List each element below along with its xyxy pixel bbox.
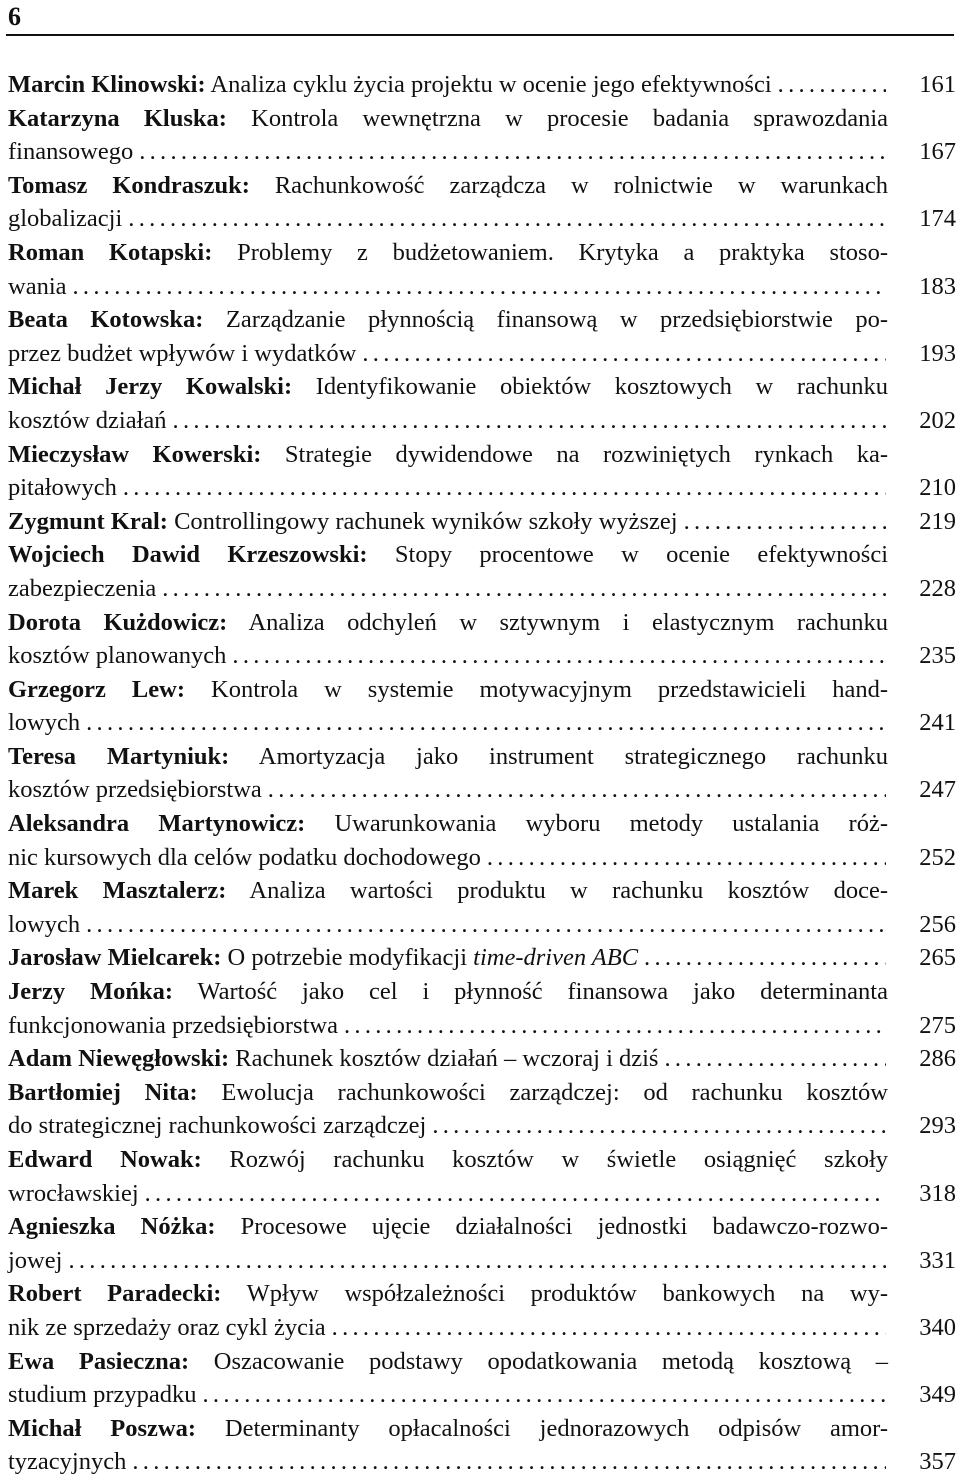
dot-leader	[132, 1445, 886, 1479]
toc-title-part: do strategicznej rachunkowości zarządczej	[8, 1112, 427, 1140]
toc-line-text	[8, 105, 888, 132]
toc-entry	[8, 941, 956, 975]
toc-title-part: Rachunkowość zarządcza w rolnictwie w warunkach	[274, 171, 888, 199]
toc-entry	[8, 1042, 956, 1076]
toc-line	[8, 975, 888, 1009]
toc-line	[8, 236, 888, 270]
toc-line-text	[8, 877, 888, 904]
toc-line-text	[8, 773, 262, 807]
toc-page-number: 241	[919, 709, 956, 737]
toc-line-text	[8, 1348, 888, 1375]
toc-page-number: 202	[919, 406, 956, 434]
toc-entry-text	[8, 1412, 888, 1479]
toc-entry	[8, 236, 956, 303]
dot-leader	[487, 841, 886, 875]
toc-title-part: wania	[8, 272, 67, 300]
toc-title-part: Zarządzanie płynnością finansową w przedsiębiorstwie po-	[225, 306, 889, 334]
toc-line	[8, 1345, 888, 1379]
toc-page-number: 167	[919, 138, 956, 166]
toc-line-text	[8, 306, 888, 333]
toc-author: Wojciech Dawid Krzeszowski:	[8, 541, 368, 569]
toc-line	[8, 337, 888, 371]
toc-author: Aleksandra Martynowicz:	[8, 810, 306, 838]
dot-leader	[162, 572, 886, 606]
toc-title-part: Determinanty opłacalności jednorazowych odpisów amor-	[224, 1414, 889, 1442]
toc-line-text	[8, 1042, 658, 1076]
toc-title-part: przez budżet wpływów i wydatków	[8, 339, 357, 367]
toc-page-number: 183	[919, 272, 956, 300]
toc-title-part: Procesowe ujęcie działalności jednostki badawczo-rozwo-	[240, 1213, 888, 1241]
toc-page-number: 174	[919, 205, 956, 233]
toc-line-text	[8, 676, 888, 703]
toc-title-part: globalizacji	[8, 205, 123, 233]
toc-page-number: 331	[919, 1246, 956, 1274]
toc-entry-text	[8, 1076, 888, 1143]
toc-title-part: Kontrola w systemie motywacyjnym przedstawicieli hand-	[211, 675, 889, 703]
dot-leader	[268, 773, 886, 807]
toc-page-number: 247	[919, 776, 956, 804]
toc-entry	[8, 102, 956, 169]
toc-line	[8, 1445, 888, 1479]
toc-line	[8, 1378, 888, 1412]
toc-author: Michał Jerzy Kowalski:	[8, 373, 293, 401]
toc-entry	[8, 1210, 956, 1277]
toc-title-part: Uwarunkowania wyboru metody ustalania róż-	[334, 810, 889, 838]
toc-line	[8, 908, 888, 942]
toc-page-number: 349	[919, 1381, 956, 1409]
toc-line	[8, 538, 888, 572]
toc-line-text	[8, 1445, 126, 1479]
toc-entry-text	[8, 102, 888, 169]
toc-line	[8, 773, 888, 807]
toc-line-text	[8, 541, 888, 568]
toc-title-part: Analiza cyklu życia projektu w ocenie jego efektywności	[210, 71, 772, 98]
toc-page-number: 193	[919, 339, 956, 367]
toc-title-part: Rozwój rachunku kosztów w świetle osiągnięć szkoły	[229, 1146, 889, 1173]
toc-title-part: Identyfikowanie obiektów kosztowych w rachunku	[315, 373, 889, 401]
toc-author: Teresa Martyniuk:	[8, 742, 230, 770]
page-number: 6	[8, 2, 21, 31]
toc-line	[8, 874, 888, 908]
toc-title-part: Stopy procentowe w ocenie efektywności	[394, 541, 889, 569]
toc-entry-text	[8, 606, 888, 673]
toc-author: Marcin Klinowski:	[8, 71, 206, 98]
dot-leader	[203, 1378, 887, 1412]
toc-page-number: 210	[919, 474, 956, 502]
toc-line-text	[8, 1009, 338, 1043]
toc-line	[8, 1143, 888, 1177]
dot-leader	[778, 68, 886, 102]
toc-line-text	[8, 1079, 888, 1106]
dot-leader	[684, 505, 886, 539]
toc-line	[8, 303, 888, 337]
toc-line	[8, 706, 888, 740]
toc-entry	[8, 673, 956, 740]
toc-line	[8, 169, 888, 203]
toc-author: Grzegorz Lew:	[8, 675, 185, 703]
toc-author: Marek Masztalerz:	[8, 877, 227, 905]
toc-page-number: 340	[919, 1313, 956, 1341]
toc-line-text	[8, 373, 888, 400]
toc-entry	[8, 1345, 956, 1412]
toc-entry-text	[8, 169, 888, 236]
toc-line	[8, 270, 888, 304]
toc-line	[8, 1042, 888, 1076]
toc-entry-text	[8, 874, 888, 941]
dot-leader	[232, 639, 886, 673]
toc-line	[8, 202, 888, 236]
toc-title-part: Analiza odchyleń w sztywnym i elastycznym rachunku	[248, 608, 889, 636]
toc-title-part: Strategie dywidendowe na rozwiniętych rynkach ka-	[284, 440, 889, 468]
toc-line-text	[8, 1244, 62, 1278]
toc-entry	[8, 1076, 956, 1143]
toc-title-part: lowych	[8, 709, 81, 737]
toc-line	[8, 1244, 888, 1278]
toc-page-number: 252	[919, 843, 956, 871]
toc-title-part: wrocławskiej	[8, 1179, 139, 1207]
toc-title-part: tyzacyjnych	[8, 1448, 127, 1476]
dot-leader	[123, 471, 886, 505]
toc-line	[8, 68, 888, 102]
toc-author: Robert Paradecki:	[8, 1280, 222, 1308]
toc-author: Bartłomiej Nita:	[8, 1078, 198, 1106]
toc-line	[8, 807, 888, 841]
toc-line-text	[8, 270, 67, 304]
dot-leader	[362, 337, 886, 371]
toc-entry-text	[8, 807, 888, 874]
toc-line-text	[8, 706, 80, 740]
toc-line-text	[8, 941, 638, 975]
toc-title-part: nik ze sprzedaży oraz cykl życia	[8, 1313, 326, 1341]
toc-author: Dorota Kużdowicz:	[8, 608, 228, 636]
toc-title-part: Analiza wartości produktu w rachunku kosztów doce-	[249, 877, 888, 905]
toc-title-part: Ewolucja rachunkowości zarządczej: od rachunku kosztów	[221, 1078, 888, 1106]
toc-entry	[8, 370, 956, 437]
toc-entry-text	[8, 1042, 888, 1076]
dot-leader	[68, 1244, 886, 1278]
toc-title-part: Wpływ współzależności produktów bankowych na wy-	[246, 1280, 888, 1308]
toc-line-text	[8, 743, 888, 770]
toc-author: Roman Kotapski:	[8, 238, 213, 266]
toc-entry-text	[8, 975, 888, 1042]
toc-line	[8, 1210, 888, 1244]
dot-leader	[128, 202, 886, 236]
toc-entry-text	[8, 438, 888, 505]
dot-leader	[664, 1042, 886, 1076]
toc-entry-text	[8, 740, 888, 807]
toc-author: Ewa Pasieczna:	[8, 1347, 190, 1375]
toc-line-text	[8, 239, 888, 266]
toc-line-text	[8, 609, 888, 636]
toc-entry-text	[8, 505, 888, 539]
toc-title-part: Oszacowanie podstawy opodatkowania metodą kosztową –	[213, 1347, 889, 1375]
toc-entry-text	[8, 1210, 888, 1277]
dot-leader	[145, 1177, 886, 1211]
toc-entry-text	[8, 68, 888, 102]
toc-line-text	[8, 1109, 426, 1143]
toc-line	[8, 1109, 888, 1143]
dot-leader	[173, 404, 886, 438]
table-of-contents	[8, 68, 956, 1479]
toc-title-part: finansowego	[8, 138, 134, 166]
toc-page-number: 219	[919, 507, 956, 535]
toc-line	[8, 639, 888, 673]
toc-entry	[8, 874, 956, 941]
toc-page-number: 235	[919, 642, 956, 670]
toc-line-text	[8, 1280, 888, 1307]
toc-line	[8, 1177, 888, 1211]
toc-title-part: jowej	[8, 1246, 63, 1274]
toc-page-number: 357	[919, 1448, 956, 1476]
toc-line	[8, 471, 888, 505]
toc-entry-text	[8, 1143, 888, 1210]
toc-author: Tomasz Kondraszuk:	[8, 171, 250, 199]
toc-line-text	[8, 404, 167, 438]
toc-line-text	[8, 639, 226, 673]
toc-line-text	[8, 337, 356, 371]
toc-title-part: studium przypadku	[8, 1381, 197, 1409]
toc-title-emphasis: time-driven ABC	[473, 944, 639, 972]
toc-line	[8, 102, 888, 136]
toc-line-text	[8, 1146, 888, 1173]
toc-line-text	[8, 505, 678, 539]
toc-page-number: 256	[919, 910, 956, 938]
toc-entry	[8, 740, 956, 807]
toc-line	[8, 404, 888, 438]
toc-author: Jarosław Mielcarek:	[8, 944, 222, 972]
toc-line-text	[8, 841, 481, 875]
toc-line	[8, 841, 888, 875]
toc-title-part: nic kursowych dla celów podatku dochodowego	[8, 843, 481, 871]
toc-line	[8, 572, 888, 606]
toc-entry	[8, 538, 956, 605]
toc-line-text	[8, 1177, 139, 1211]
toc-title-part: pitałowych	[8, 474, 117, 502]
toc-page-number: 265	[919, 944, 956, 972]
toc-entry	[8, 606, 956, 673]
toc-author: Katarzyna Kluska:	[8, 104, 227, 132]
toc-author: Adam Niewęgłowski:	[8, 1045, 230, 1073]
toc-title-part: kosztów działań	[8, 406, 167, 434]
toc-line	[8, 1311, 888, 1345]
toc-author: Zygmunt Kral:	[8, 507, 168, 535]
toc-entry	[8, 438, 956, 505]
toc-line-text	[8, 810, 888, 837]
dot-leader	[73, 270, 887, 304]
toc-line-text	[8, 1213, 888, 1240]
dot-leader	[644, 941, 886, 975]
toc-line	[8, 135, 888, 169]
toc-line-text	[8, 135, 133, 169]
toc-line-text	[8, 1415, 888, 1442]
toc-line-text	[8, 172, 888, 199]
toc-line	[8, 1277, 888, 1311]
toc-title-part: Problemy z budżetowaniem. Krytyka a praktyka stoso-	[237, 238, 888, 266]
toc-entry-text	[8, 941, 888, 975]
toc-title-part: Rachunek kosztów działań – wczoraj i dziś	[235, 1045, 659, 1073]
toc-entry-text	[8, 303, 888, 370]
page-header	[6, 0, 954, 36]
toc-entry-text	[8, 538, 888, 605]
toc-entry-text	[8, 1345, 888, 1412]
toc-title-part: kosztów planowanych	[8, 642, 227, 670]
toc-author: Agnieszka Nóżka:	[8, 1213, 216, 1241]
toc-page-number: 228	[919, 574, 956, 602]
toc-line-text	[8, 441, 888, 468]
toc-line	[8, 1009, 888, 1043]
toc-line	[8, 606, 888, 640]
toc-title-part: funkcjonowania przedsiębiorstwa	[8, 1011, 338, 1039]
dot-leader	[344, 1009, 886, 1043]
toc-line-text	[8, 202, 122, 236]
toc-line-text	[8, 572, 156, 606]
toc-line	[8, 1412, 888, 1446]
toc-line	[8, 370, 888, 404]
toc-title-part: O potrzebie modyfikacji	[227, 944, 468, 972]
dot-leader	[86, 706, 886, 740]
toc-page-number: 275	[919, 1011, 956, 1039]
toc-entry	[8, 169, 956, 236]
toc-entry	[8, 68, 956, 102]
toc-title-part: zabezpieczenia	[8, 574, 157, 602]
dot-leader	[432, 1109, 886, 1143]
toc-entry	[8, 1277, 956, 1344]
toc-author: Jerzy Mońka:	[8, 978, 174, 1006]
toc-entry	[8, 1143, 956, 1210]
toc-line	[8, 1076, 888, 1110]
dot-leader	[86, 908, 886, 942]
toc-line-text	[8, 1378, 197, 1412]
toc-line-text	[8, 978, 888, 1005]
toc-entry	[8, 303, 956, 370]
toc-entry-text	[8, 236, 888, 303]
toc-entry	[8, 1412, 956, 1479]
toc-entry	[8, 975, 956, 1042]
toc-page-number: 161	[919, 71, 956, 98]
toc-line	[8, 438, 888, 472]
toc-line-text	[8, 908, 80, 942]
toc-page-number: 286	[919, 1045, 956, 1073]
toc-page-number: 318	[919, 1179, 956, 1207]
dot-leader	[139, 135, 886, 169]
toc-line	[8, 673, 888, 707]
toc-title-part: lowych	[8, 910, 81, 938]
toc-entry-text	[8, 673, 888, 740]
toc-line-text	[8, 471, 117, 505]
toc-entry-text	[8, 1277, 888, 1344]
toc-line-text	[8, 68, 772, 102]
toc-entry	[8, 807, 956, 874]
toc-author: Michał Poszwa:	[8, 1414, 197, 1442]
toc-line	[8, 505, 888, 539]
toc-title-part: Wartość jako cel i płynność finansowa jako determinanta	[197, 978, 888, 1006]
toc-line-text	[8, 1311, 326, 1345]
toc-author: Beata Kotowska:	[8, 306, 204, 334]
toc-author: Edward Nowak:	[8, 1146, 202, 1173]
toc-line	[8, 941, 888, 975]
toc-entry-text	[8, 370, 888, 437]
toc-author: Mieczysław Kowerski:	[8, 440, 262, 468]
toc-title-part: Kontrola wewnętrzna w procesie badania sprawozdania	[251, 104, 889, 132]
toc-title-part: kosztów przedsiębiorstwa	[8, 776, 262, 804]
toc-entry	[8, 505, 956, 539]
toc-title-part: Amortyzacja jako instrument strategicznego rachunku	[258, 742, 888, 770]
dot-leader	[332, 1311, 886, 1345]
toc-title-part: Controllingowy rachunek wyników szkoły wyższej	[174, 507, 678, 535]
toc-page-number: 293	[919, 1112, 956, 1140]
toc-line	[8, 740, 888, 774]
